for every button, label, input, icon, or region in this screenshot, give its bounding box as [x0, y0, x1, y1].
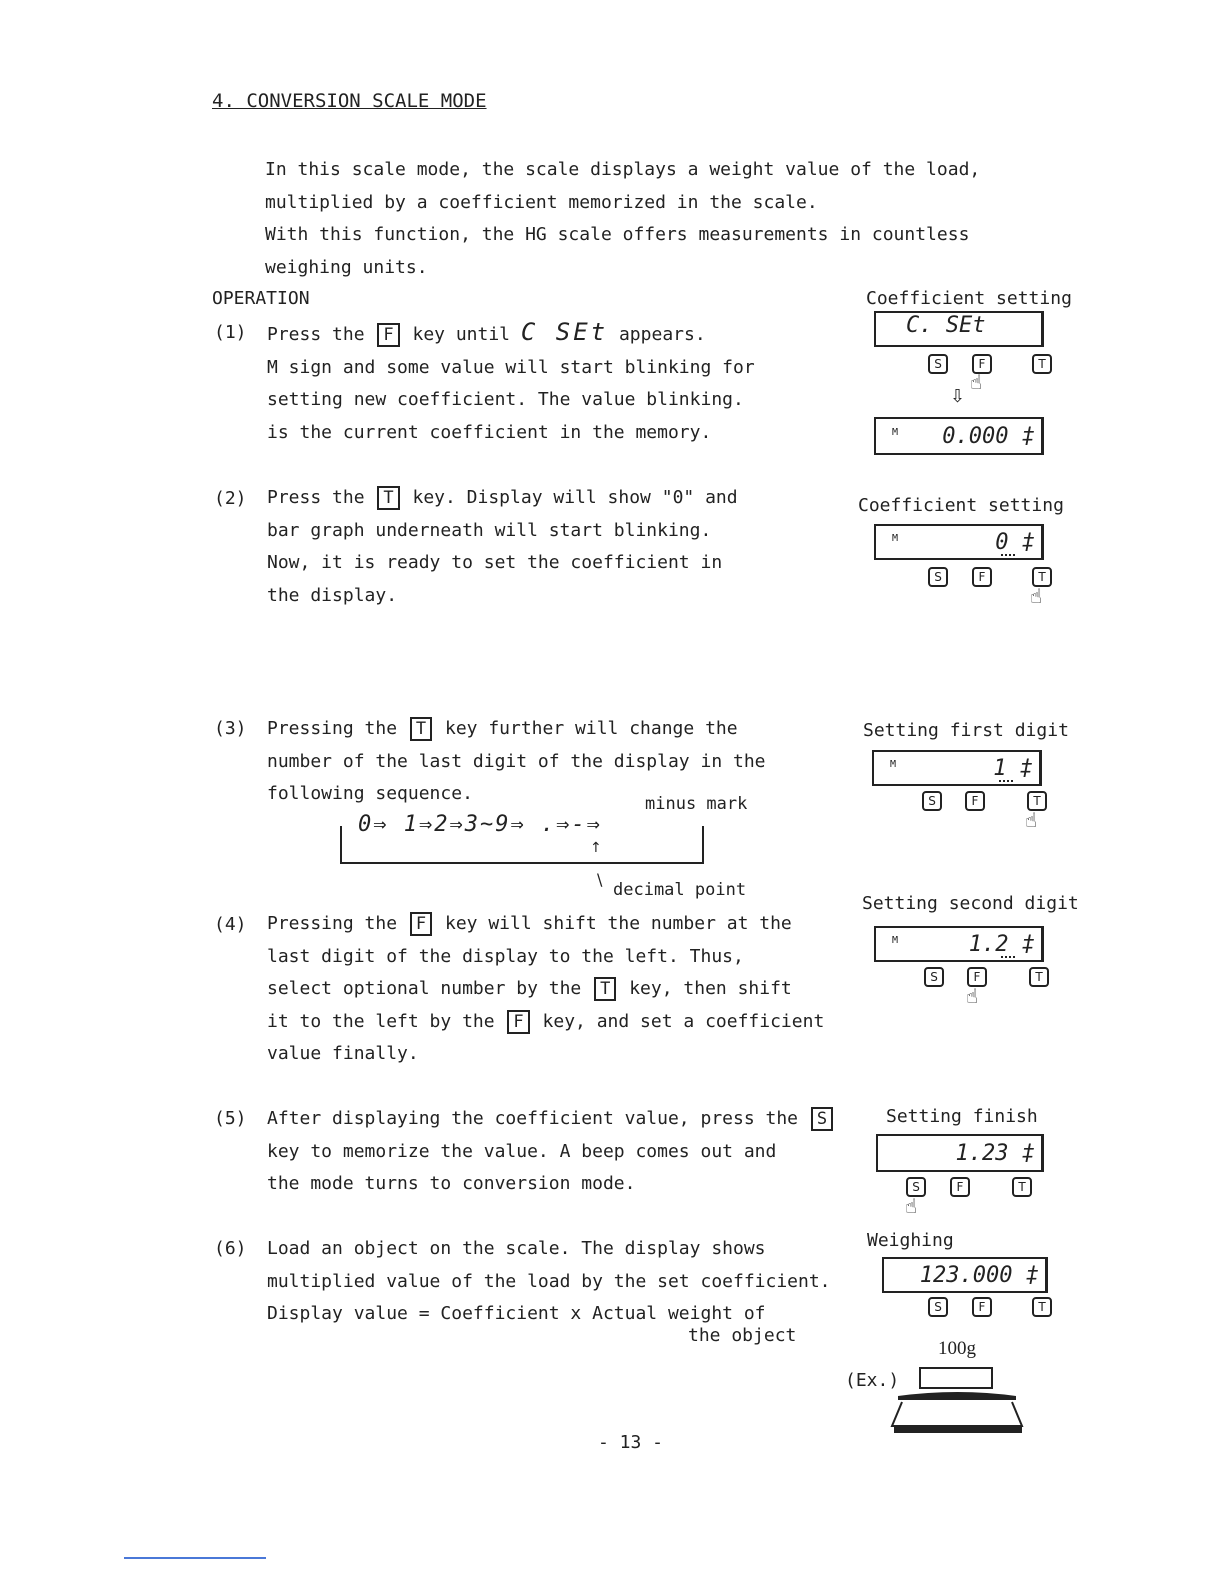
t-key-icon: T [594, 977, 616, 1001]
step-line: bar graph underneath will start blinking. [267, 519, 712, 541]
bar-graph-icon [1001, 550, 1015, 556]
step-number: (4) [214, 914, 247, 935]
step-text: appears. [618, 324, 706, 345]
step-6 [267, 1233, 831, 1331]
step-line: is the current coefficient in the memory. [267, 421, 712, 443]
lcd-display [874, 311, 1044, 347]
step-line: Display value = Coefficient x Actual weight of [267, 1303, 766, 1324]
step-text: key further will change the [444, 718, 738, 739]
step-text: After displaying the coefficient value, press the [267, 1108, 799, 1129]
lcd-display: 123.000 ‡ [882, 1257, 1048, 1293]
c-set-display-text: C SEt [520, 318, 609, 346]
step-line: M sign and some value will start blinking for [267, 356, 755, 378]
f-key-icon: F [950, 1177, 970, 1197]
f-key-icon: F [967, 967, 987, 987]
s-key-icon: S [811, 1107, 833, 1131]
arrow-up-icon: ↑ [590, 840, 602, 856]
step-2 [267, 482, 738, 612]
step-line: number of the last digit of the display in the [267, 750, 766, 772]
figure-caption: Setting finish [886, 1106, 1038, 1127]
step-line [267, 1006, 824, 1039]
t-key-icon: T [1032, 354, 1052, 374]
intro-line: In this scale mode, the scale displays a weight value of the load, [265, 159, 981, 180]
step-1 [267, 316, 755, 449]
scale-body [892, 1402, 1022, 1426]
step-number: (2) [214, 488, 247, 509]
step-text: Press the [267, 324, 365, 345]
step-text: key until [412, 324, 511, 345]
s-key-icon: S [906, 1177, 926, 1197]
footer-rule [124, 1557, 266, 1559]
minus-mark-label: minus mark [645, 794, 748, 814]
t-key-icon: T [1029, 967, 1049, 987]
s-key-icon: S [928, 567, 948, 587]
section-heading: 4. CONVERSION SCALE MODE [212, 90, 487, 112]
arrow-down-icon: ⇩ [950, 386, 966, 407]
step-line: the mode turns to conversion mode. [267, 1173, 636, 1194]
step-number: (5) [214, 1108, 247, 1129]
step-number: (1) [214, 322, 247, 343]
scale-base [894, 1427, 1022, 1433]
pointing-hand-icon: ☝ [970, 370, 983, 394]
f-key-icon: F [972, 567, 992, 587]
intro-paragraph [265, 154, 980, 284]
f-key-icon: F [972, 354, 992, 374]
step-text: it to the left by the [267, 1010, 495, 1032]
m-sign: M [892, 427, 899, 438]
s-key-icon: S [924, 967, 944, 987]
intro-line: multiplied by a coefficient memorized in the scale. [265, 191, 818, 213]
pointing-hand-icon: ☝ [1025, 808, 1038, 832]
lcd-display: M 1.2 ‡ [874, 926, 1044, 962]
f-key-icon: F [377, 323, 399, 347]
t-key-icon: T [410, 717, 432, 741]
step-text: Pressing the [267, 718, 398, 739]
step-line: setting new coefficient. The value blinking. [267, 389, 744, 410]
operation-label: OPERATION [212, 288, 310, 309]
step-text: key, then shift [629, 978, 792, 999]
f-key-icon: F [965, 791, 985, 811]
s-key-icon: S [928, 354, 948, 374]
figure-caption: Coefficient setting [866, 288, 1072, 309]
step-line: following sequence. [267, 783, 473, 804]
step-3-first-line [267, 713, 766, 746]
step-4 [267, 908, 824, 1071]
figure-caption: Weighing [867, 1230, 954, 1251]
step-line: last digit of the display to the left. Thus, [267, 945, 744, 967]
pointing-hand-icon: ☝ [966, 984, 979, 1008]
step-line [267, 1103, 835, 1136]
step-line: multiplied value of the load by the set coefficient. [267, 1270, 831, 1292]
figure-caption: Coefficient setting [858, 495, 1064, 516]
lcd-value: 0.000 [942, 424, 1009, 449]
decimal-point-label: decimal point [613, 880, 747, 900]
t-key-icon: T [1027, 791, 1047, 811]
pointing-hand-icon: ☝ [1030, 584, 1043, 608]
intro-line: With this function, the HG scale offers measurements in countless [265, 224, 970, 245]
scale-with-weight-icon [888, 1364, 1028, 1438]
step-5 [267, 1103, 835, 1201]
step-line: key to memorize the value. A beep comes out and [267, 1140, 777, 1162]
figure-caption: Setting first digit [863, 720, 1069, 741]
step-line: Load an object on the scale. The display shows [267, 1238, 766, 1259]
step-1-first-line [267, 316, 755, 352]
m-sign: M [890, 759, 897, 770]
weight-label: 100g [938, 1338, 976, 1359]
step-text: key, and set a coefficient [542, 1010, 825, 1032]
intro-line: weighing units. [265, 256, 428, 278]
step-number: (3) [214, 718, 247, 739]
lcd-value: 1.2 [968, 932, 1009, 957]
m-sign: M [892, 935, 899, 946]
step-line [267, 973, 824, 1006]
pointer-line-icon: \ [597, 870, 603, 889]
step-text: Press the [267, 487, 365, 508]
f-key-icon: F [972, 1297, 992, 1317]
lcd-value: C. SEt [906, 313, 986, 338]
t-key-icon: T [1012, 1177, 1032, 1197]
s-key-icon: S [922, 791, 942, 811]
step-line: Now, it is ready to set the coefficient in [267, 552, 723, 573]
page-number: - 13 - [598, 1432, 664, 1453]
f-key-icon: F [410, 912, 432, 936]
pointing-hand-icon: ☝ [905, 1194, 918, 1218]
t-key-icon: T [377, 486, 399, 510]
step-text: select optional number by the [267, 978, 582, 999]
lcd-display: M 0.000 ‡ [874, 417, 1044, 455]
lcd-display: 1.23 ‡ [876, 1134, 1044, 1172]
figure-caption: Setting second digit [862, 893, 1079, 914]
lcd-display: M 1 ‡ [872, 750, 1042, 786]
lcd-value: 1.23 [955, 1141, 1009, 1166]
lcd-display: M 0 ‡ [874, 524, 1044, 560]
step-text: key will shift the number at the [444, 913, 792, 934]
m-sign: M [892, 533, 899, 544]
lcd-value: 1 [993, 756, 1007, 781]
bar-graph-icon [999, 776, 1013, 782]
digit-sequence: 0⇒ 1⇒2⇒3~9⇒ .⇒-⇒ [352, 812, 608, 837]
step-number: (6) [214, 1238, 247, 1259]
scale-pan [898, 1392, 1016, 1400]
bar-graph-icon [1001, 952, 1015, 958]
f-key-icon: F [507, 1010, 529, 1034]
step-line: the display. [267, 584, 398, 606]
weight-block [920, 1368, 992, 1388]
t-key-icon: T [1032, 567, 1052, 587]
step-2-first-line [267, 482, 738, 515]
step-line [267, 908, 824, 941]
example-label: (Ex.) [845, 1370, 900, 1391]
lcd-value: 123.000 [919, 1263, 1013, 1288]
step-text: Pressing the [267, 913, 398, 934]
lcd-value: 0 [995, 530, 1009, 555]
step-text: key. Display will show "0" and [412, 487, 738, 508]
step-line: value finally. [267, 1043, 419, 1064]
t-key-icon: T [1032, 1297, 1052, 1317]
step-line: the object [688, 1325, 797, 1346]
s-key-icon: S [928, 1297, 948, 1317]
